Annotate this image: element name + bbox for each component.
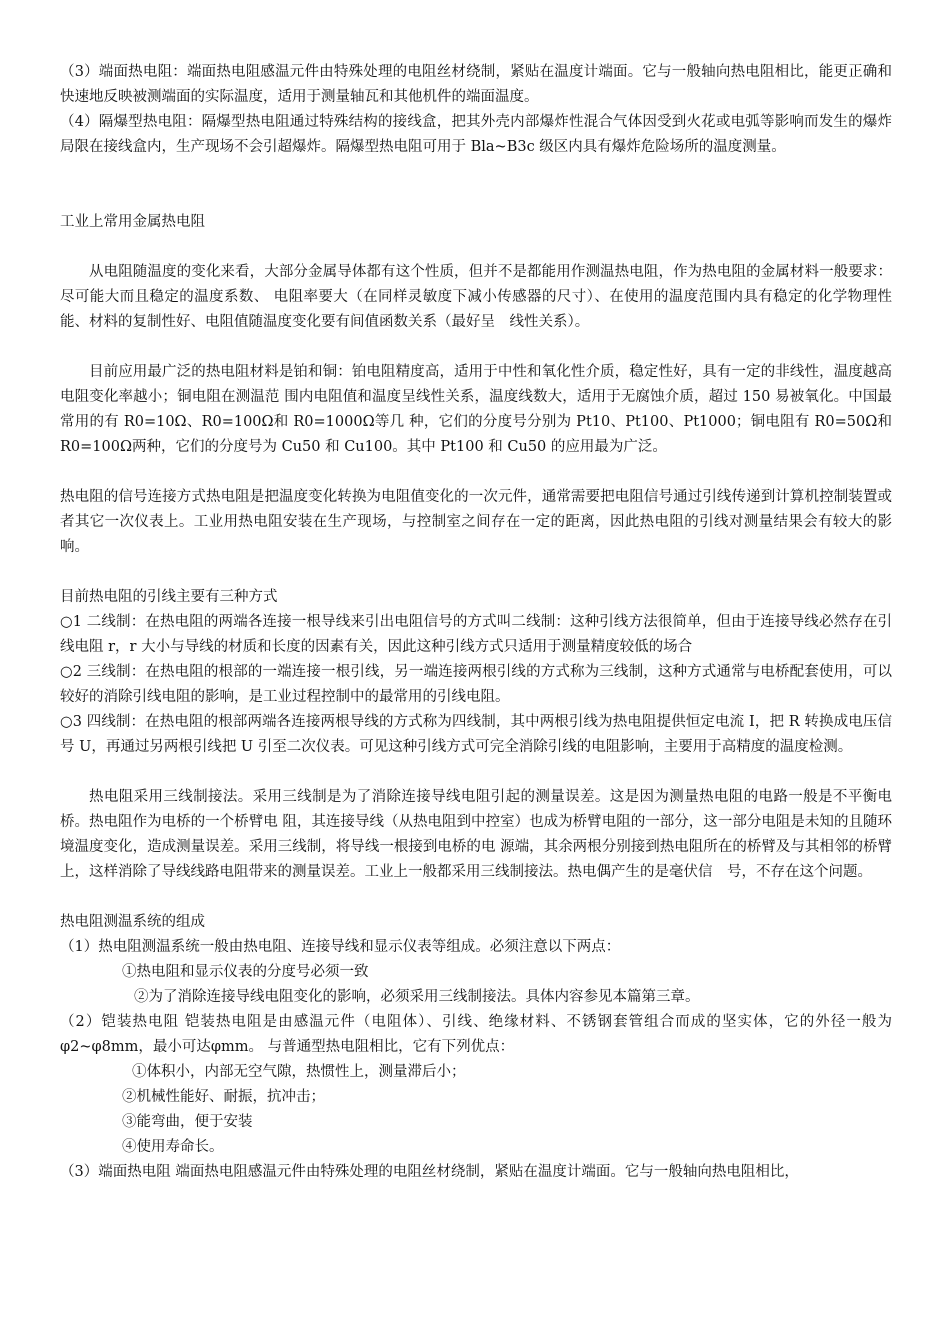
paragraph-end-face-rtd-repeat: （3）端面热电阻 端面热电阻感温元件由特殊处理的电阻丝材绕制，紧贴在温度计端面。它与一般轴向热电阻相比， xyxy=(60,1164,799,1180)
paragraph-three-wire-method: 热电阻采用三线制接法。采用三线制是为了消除连接导线电阻引起的测量误差。这是因为测量热电阻的电路一般是不平衡电桥。热电阻作为电桥的一个桥臂电 阻，其连接导线（从热电阻到中控室）也成为桥臂电阻的一部分，这一部分电阻是未知的且随环境温度变化，造成测量误差。采用三线制，将导线一根接到电桥的电 源端，其余两根分别接到热电阻所在的桥臂及与其相邻的桥臂上，这样消除了导线线路电阻带来的测量误差。工业上一般都采用三线制接法。热电偶产生的是毫伏信 号，不存在这个问题。 xyxy=(60,789,892,880)
list-item-bendable: ③能弯曲，便于安装 xyxy=(122,1114,253,1130)
list-item-two-wire: ○1 二线制：在热电阻的两端各连接一根导线来引出电阻信号的方式叫二线制：这种引线方法很简单，但由于连接导线必然存在引线电阻 r，r 大小与导线的材质和长度的因素有关，因此这种引线方式只适用于测量精度较低的场合 xyxy=(60,614,892,655)
paragraph-end-face-rtd: （3）端面热电阻：端面热电阻感温元件由特殊处理的电阻丝材绕制，紧贴在温度计端面。它与一般轴向热电阻相比，能更正确和快速地反映被测端面的实际温度，适用于测量轴瓦和其他机件的端面温度。 xyxy=(60,64,892,105)
list-item-mechanical: ②机械性能好、耐振，抗冲击； xyxy=(122,1089,325,1105)
heading-metal-rtd: 工业上常用金属热电阻 xyxy=(60,214,205,230)
document-page xyxy=(60,60,892,1185)
list-item-long-life: ④使用寿命长。 xyxy=(122,1139,224,1155)
paragraph-metal-requirements: 从电阻随温度的变化来看，大部分金属导体都有这个性质，但并不是都能用作测温热电阻，作为热电阻的金属材料一般要求：尽可能大而且稳定的温度系数、 电阻率要大（在同样灵敏度下减小传感器的尺寸）、在使用的温度范围内具有稳定的化学物理性能、材料的复制性好、电阻值随温度变化要有间值函数关系（最好呈 线性关系）。 xyxy=(60,264,892,330)
list-item-three-wire: ○2 三线制：在热电阻的根部的一端连接一根引线，另一端连接两根引线的方式称为三线制，这种方式通常与电桥配套使用，可以较好的消除引线电阻的影响，是工业过程控制中的最常用的引线电阻。 xyxy=(60,664,892,705)
spacer xyxy=(60,460,892,485)
list-item-four-wire: ○3 四线制：在热电阻的根部两端各连接两根导线的方式称为四线制，其中两根引线为热电阻提供恒定电流 I，把 R 转换成电压信号 U，再通过另两根引线把 U 引至二次仪表。可见这种引线方式可完全消除引线的电阻影响，主要用于高精度的温度检测。 xyxy=(60,714,892,755)
spacer xyxy=(60,335,892,360)
heading-lead-wire-methods: 目前热电阻的引线主要有三种方式 xyxy=(60,589,278,605)
spacer xyxy=(60,560,892,585)
paragraph-explosion-proof-rtd: （4）隔爆型热电阻：隔爆型热电阻通过特殊结构的接线盒，把其外壳内部爆炸性混合气体因受到火花或电弧等影响而发生的爆炸局限在接线盒内，生产现场不会引超爆炸。隔爆型热电阻可用于 Bla~B3c 级区内具有爆炸危险场所的温度测量。 xyxy=(60,114,892,155)
paragraph-armored-rtd: （2）铠装热电阻 铠装热电阻是由感温元件（电阻体）、引线、绝缘材料、不锈钢套管组合而成的坚实体，它的外径一般为φ2~φ8mm，最小可达φmm。 与普通型热电阻相比，它有下列优点： xyxy=(60,1014,892,1055)
paragraph-signal-connection: 热电阻的信号连接方式热电阻是把温度变化转换为电阻值变化的一次元件，通常需要把电阻信号通过引线传递到计算机控制装置或者其它一次仪表上。工业用热电阻安装在生产现场，与控制室之间存在一定的距离，因此热电阻的引线对测量结果会有较大的影响。 xyxy=(60,489,892,555)
heading-measurement-system: 热电阻测温系统的组成 xyxy=(60,914,205,930)
list-item-three-wire-required: ②为了消除连接导线电阻变化的影响，必须采用三线制接法。具体内容参见本篇第三章。 xyxy=(134,989,700,1005)
spacer xyxy=(60,235,892,260)
list-item-small-size: ①体积小，内部无空气隙，热惯性上，测量滞后小； xyxy=(132,1064,466,1080)
list-item-graduation-match: ①热电阻和显示仪表的分度号必须一致 xyxy=(122,964,369,980)
paragraph-platinum-copper: 目前应用最广泛的热电阻材料是铂和铜：铂电阻精度高，适用于中性和氧化性介质，稳定性好，具有一定的非线性，温度越高电阻变化率越小；铜电阻在测温范 围内电阻值和温度呈线性关系，温度线数大，适用于无腐蚀介质，超过 150 易被氧化。中国最常用的有 R0=10Ω、R0=100Ω和 R0=1000Ω等几 种，它们的分度号分别为 Pt10、Pt100、Pt1000；铜电阻有 R0=50Ω和 R0=100Ω两种，它们的分度号为 Cu50 和 Cu100。其中 Pt100 和 Cu50 的应用最为广泛。 xyxy=(60,364,892,455)
spacer xyxy=(60,885,892,910)
spacer xyxy=(60,160,892,210)
spacer xyxy=(60,760,892,785)
paragraph-system-composition: （1）热电阻测温系统一般由热电阻、连接导线和显示仪表等组成。必须注意以下两点： xyxy=(60,939,621,955)
